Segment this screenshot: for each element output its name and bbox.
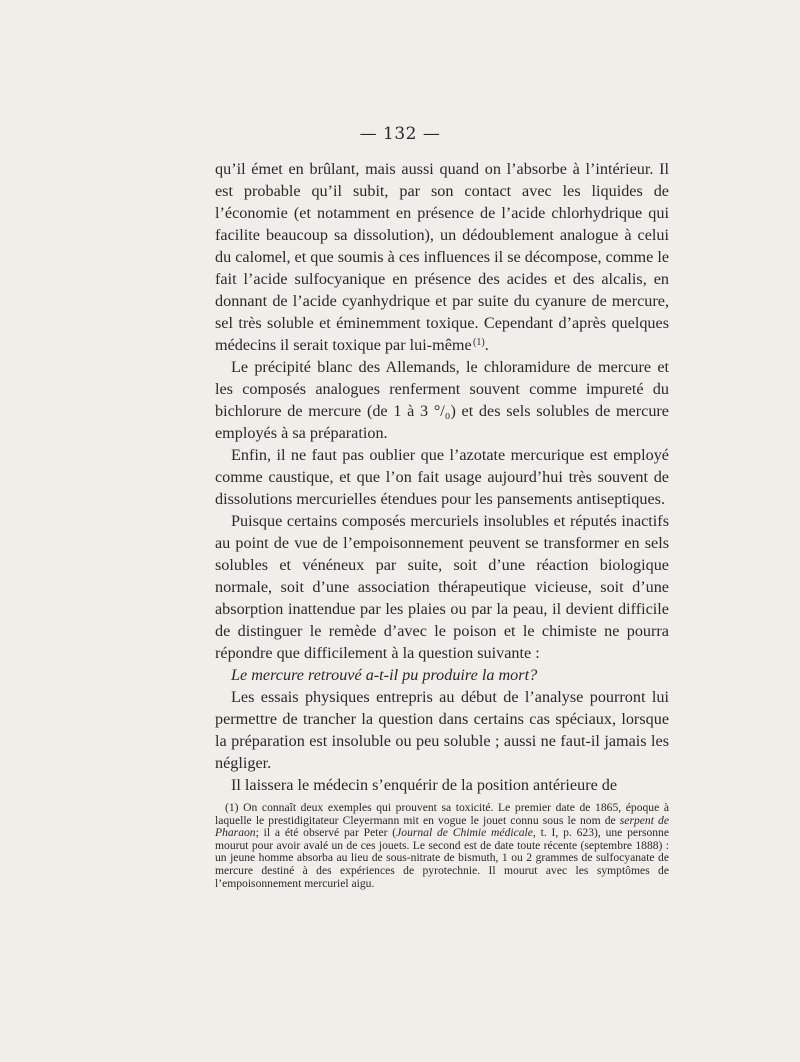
paragraph: Il laissera le médecin s’enquérir de la position antérieure de — [231, 776, 618, 794]
paragraph: Le précipité blanc des Allemands, le chloramidure de mercure et les composés analogues renferment souvent comme impureté du bichlorure de mercure (de 1 à 3 °/₀) et des sels solubles de mercure employés à sa préparation. — [215, 358, 669, 442]
footnote — [215, 802, 669, 890]
body-text — [215, 158, 669, 796]
paragraph-text: qu’il émet en brûlant, mais aussi quand on l’absorbe à l’intérieur. Il est probable qu’il subit, par son contact avec les liquides de l’économie (et notamment en présence de l’acide chlorhydrique qui facilite beaucoup sa dissolution), un dédoublement analogue à celui du calomel, et que soumis à ces influences il se décompose, comme le fait l’acide sulfocyanique en présence des acides et des alcalis, en donnant de l’acide cyanhydrique et par suite du cyanure de mercure, sel très soluble et éminemment toxique. Cependant d’après quelques médecins il serait toxique par lui-même — [215, 160, 670, 354]
paragraph: Enfin, il ne faut pas oublier que l’azotate mercurique est employé comme caustique, et que l’on fait usage aujourd’hui très souvent de dissolutions mercurielles étendues pour les pansements antiseptiques. — [215, 446, 669, 508]
footnote-reference: (1) — [473, 337, 485, 348]
footnote-journal-title: Journal de Chimie médicale — [396, 826, 533, 840]
paragraph-end: . — [484, 336, 489, 354]
paragraph: Puisque certains composés mercuriels insolubles et réputés inactifs au point de vue de l’empoisonnement peuvent se transformer en sels solubles et vénéneux par suite, soit d’une réaction biologique normale, soit d’une association thérapeutique vicieuse, soit d’une absorption inattendue par les plaies ou par la peau, il devient difficile de distinguer le remède d’avec le poison et le chimiste ne pourra répondre que difficilement à la question suivante : — [215, 512, 669, 662]
footnote-text: , t. I, p. 623), une personne mourut pour avoir avalé un de ces jouets. Le second est de date toute récente (septembre 1888) : un jeune homme absorba au lieu de sous-nitrate de bismuth, 1 ou 2 grammes de sulfocyanate de mercure destiné à des expériences de pyrotechnie. Il mourut avec les symptômes de l’empoisonnement mercuriel aigu. — [215, 826, 669, 890]
footnote-text: On connaît deux exemples qui prouvent sa toxicité. Le premier date de 1865, époque à laquelle le prestidigitateur Cleyermann mit en vogue le jouet connu sous le nom de — [215, 801, 669, 827]
paragraph: Les essais physiques entrepris au début de l’analyse pourront lui permettre de trancher la question dans certains cas spéciaux, lorsque la préparation est insoluble ou peu soluble ; aussi ne faut-il jamais les négliger. — [215, 688, 669, 772]
footnote-text: ; il a été observé par Peter ( — [255, 826, 397, 840]
paragraph — [215, 158, 669, 356]
footnote-marker: (1) — [225, 801, 239, 814]
footnote-italic-title: serpent de Pharaon — [215, 813, 669, 840]
page-number: — 132 — — [359, 124, 441, 144]
question-line: Le mercure retrouvé a-t-il pu produire la mort? — [231, 666, 538, 684]
